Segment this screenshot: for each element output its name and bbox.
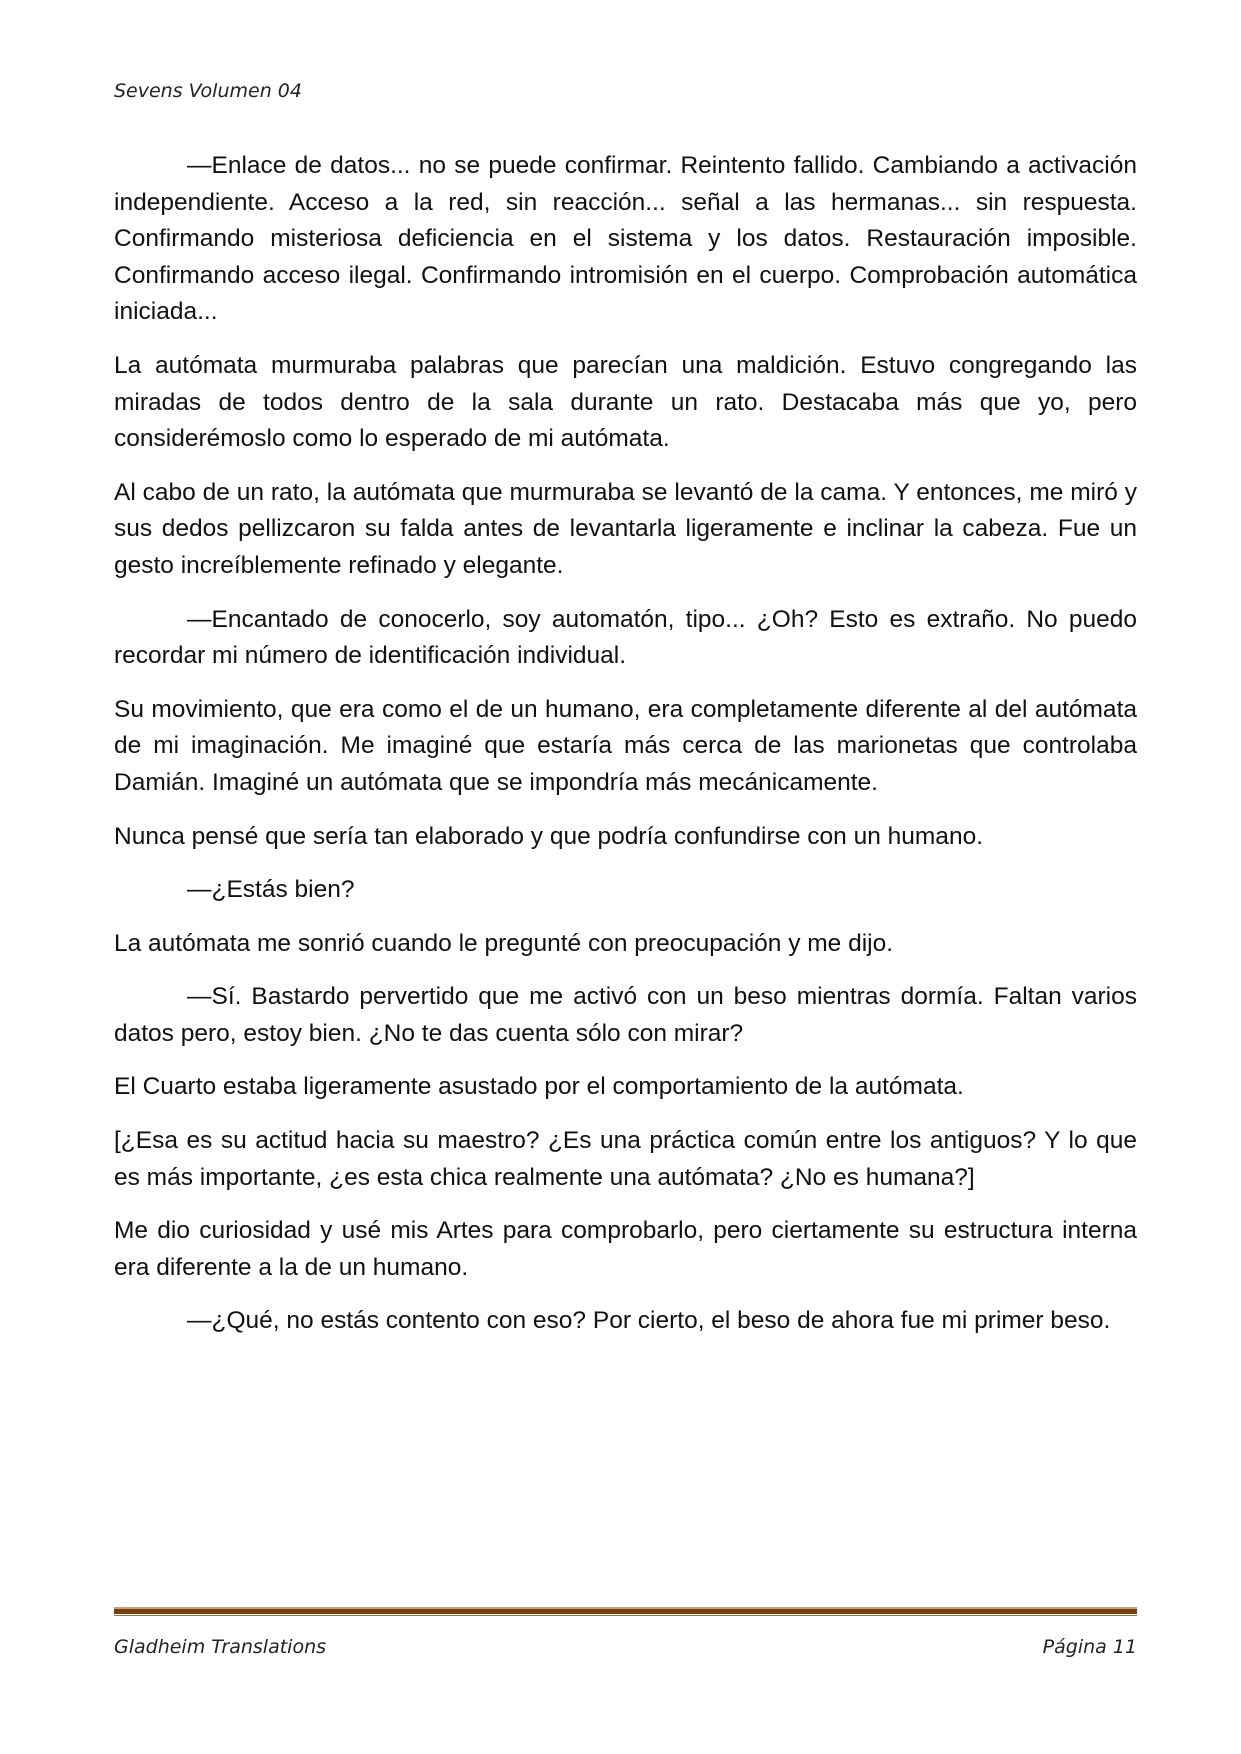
dialogue-paragraph: —Enlace de datos... no se puede confirmar. Reintento fallido. Cambiando a activación independiente. Acceso a la red, sin reacción... señal a las hermanas... sin respuesta. Confirmando misteriosa deficiencia en el sistema y los datos. Restauración imposible. Confirmando acceso ilegal. Confirmando intromisión en el cuerpo. Comprobación automática iniciada... — [114, 152, 1137, 326]
dialogue-paragraph: —¿Qué, no estás contento con eso? Por cierto, el beso de ahora fue mi primer beso. — [187, 1307, 1111, 1335]
footer-divider — [114, 1607, 1137, 1618]
paragraph: El Cuarto estaba ligeramente asustado por el comportamiento de la autómata. — [114, 1073, 964, 1101]
paragraph: Al cabo de un rato, la autómata que murmuraba se levantó de la cama. Y entonces, me miró y sus dedos pellizcaron su falda antes de levantarla ligeramente e inclinar la cabeza. Fue un gesto increíblemente refinado y elegante. — [114, 478, 1137, 579]
paragraph: La autómata murmuraba palabras que parecían una maldición. Estuvo congregando las miradas de todos dentro de la sala durante un rato. Destacaba más que yo, pero considerémoslo como lo esperado de mi autómata. — [114, 351, 1137, 453]
paragraph: [¿Esa es su actitud hacia su maestro? ¿Es una práctica común entre los antiguos? Y lo que es más importante, ¿es esta chica realmente una autómata? ¿No es humana?] — [114, 1127, 1137, 1191]
paragraph: Me dio curiosidad y usé mis Artes para comprobarlo, pero ciertamente su estructura interna era diferente a la de un humano. — [114, 1217, 1137, 1281]
running-header: Sevens Volumen 04 — [114, 80, 302, 102]
dialogue-paragraph: —¿Estás bien? — [187, 876, 355, 904]
paragraph: La autómata me sonrió cuando le pregunté con preocupación y me dijo. — [114, 929, 894, 957]
paragraph: Nunca pensé que sería tan elaborado y que podría confundirse con un humano. — [114, 822, 983, 850]
page-number: Página 11 — [1042, 1636, 1137, 1658]
dialogue-paragraph: —Encantado de conocerlo, soy automatón, tipo... ¿Oh? Esto es extraño. No puedo recordar mi número de identificación individual. — [114, 605, 1137, 670]
page-body — [114, 148, 1137, 1357]
paragraph: Su movimiento, que era como el de un humano, era completamente diferente al del autómata de mi imaginación. Me imaginé que estaría más cerca de las marionetas que controlaba Damián. Imaginé un autómata que se impondría más mecánicamente. — [114, 695, 1137, 796]
footer-publisher: Gladheim Translations — [114, 1636, 327, 1658]
dialogue-paragraph: —Sí. Bastardo pervertido que me activó con un beso mientras dormía. Faltan varios datos pero, estoy bien. ¿No te das cuenta sólo con mirar? — [114, 983, 1137, 1047]
